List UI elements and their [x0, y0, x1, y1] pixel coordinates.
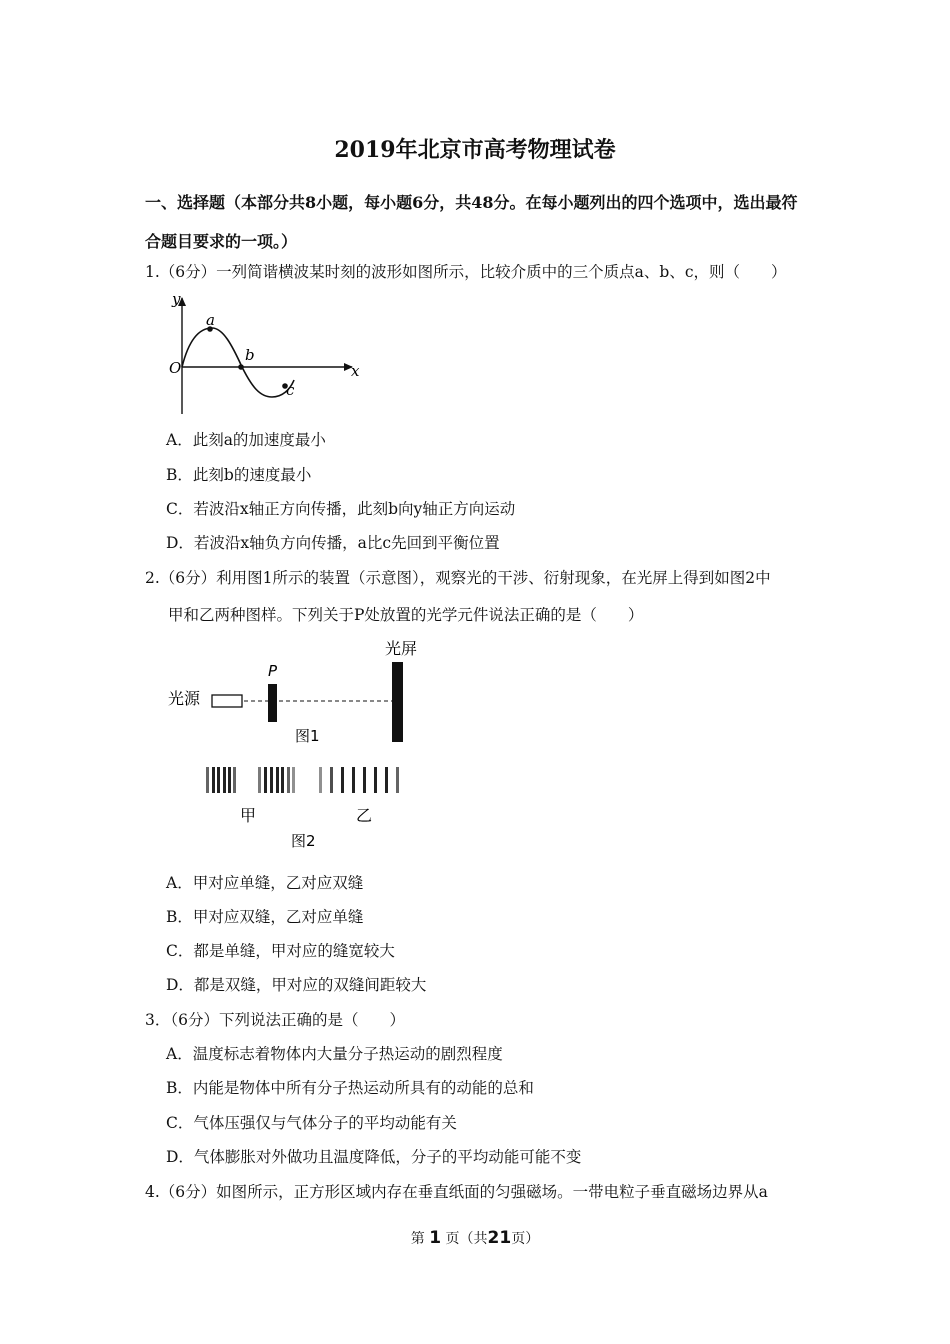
pattern-yi: [319, 767, 399, 793]
light-source-label: 光源: [168, 689, 201, 708]
page-number: 1: [429, 1228, 442, 1248]
figure-2-caption: 图2: [291, 832, 316, 850]
figure-1-caption: 图1: [295, 727, 320, 745]
light-source: [212, 695, 242, 707]
pattern-jia-label: 甲: [240, 806, 257, 825]
footer-suffix: 页）: [511, 1231, 540, 1247]
q3-option-c: C．气体压强仅与气体分子的平均动能有关: [166, 1114, 457, 1132]
page-footer: [0, 1228, 950, 1248]
footer-middle: 页（共: [445, 1231, 488, 1247]
section-heading-line2: 合题目要求的一项。）: [145, 232, 298, 251]
q3-option-a: A．温度标志着物体内大量分子热运动的剧烈程度: [166, 1045, 503, 1063]
total-pages: 21: [487, 1228, 512, 1248]
axis-x-label: x: [351, 362, 360, 380]
label-b: b: [245, 346, 255, 364]
screen-label: 光屏: [385, 639, 418, 658]
page-title: 2019年北京市高考物理试卷: [334, 137, 616, 163]
question-2-stem-line1: 2.（6分）利用图1所示的装置（示意图），观察光的干涉、衍射现象，在光屏上得到如图2中: [145, 569, 771, 587]
wave-curve: [182, 328, 294, 397]
q2-option-b: B．甲对应双缝，乙对应单缝: [166, 908, 364, 926]
point-b: [238, 364, 244, 370]
question-3-stem: 3．（6分）下列说法正确的是（ ）: [145, 1011, 405, 1029]
q3-option-d: D．气体膨胀对外做功且温度降低，分子的平均动能可能不变: [166, 1148, 582, 1166]
footer-prefix: 第: [410, 1231, 425, 1247]
q2-option-a: A．甲对应单缝，乙对应双缝: [166, 874, 364, 892]
origin-label: O: [169, 359, 182, 377]
p-label: P: [268, 662, 278, 680]
q1-option-c: C．若波沿x轴正方向传播，此刻b向y轴正方向运动: [166, 500, 516, 518]
question-2-stem-line2: 甲和乙两种图样。下列关于P处放置的光学元件说法正确的是（ ）: [168, 606, 644, 624]
light-screen: [392, 662, 403, 742]
label-a: a: [206, 311, 215, 329]
question-1-stem: 1.（6分）一列简谐横波某时刻的波形如图所示，比较介质中的三个质点a、b、c，则（ ）: [145, 263, 787, 281]
q2-option-c: C．都是单缝，甲对应的缝宽较大: [166, 942, 395, 960]
q1-option-b: B．此刻b的速度最小: [166, 466, 312, 484]
section-heading-line1: 一、选择题（本部分共8小题，每小题6分，共48分。在每小题列出的四个选项中，选出最符: [145, 193, 798, 212]
q2-option-d: D．都是双缝，甲对应的双缝间距较大: [166, 976, 427, 994]
wave-figure: [160, 290, 370, 418]
pattern-yi-label: 乙: [356, 806, 373, 825]
label-c: c: [286, 381, 295, 399]
q1-option-a: A．此刻a的加速度最小: [166, 431, 326, 449]
optics-figure: [160, 630, 430, 855]
q3-option-b: B．内能是物体中所有分子热运动所具有的动能的总和: [166, 1079, 534, 1097]
optical-element-p: [268, 684, 277, 722]
axis-y-label: y: [172, 290, 181, 308]
pattern-jia: [206, 767, 295, 793]
question-4-stem: 4.（6分）如图所示，正方形区域内存在垂直纸面的匀强磁场。一带电粒子垂直磁场边界从a: [145, 1183, 768, 1201]
q1-option-d: D．若波沿x轴负方向传播，a比c先回到平衡位置: [166, 534, 500, 552]
